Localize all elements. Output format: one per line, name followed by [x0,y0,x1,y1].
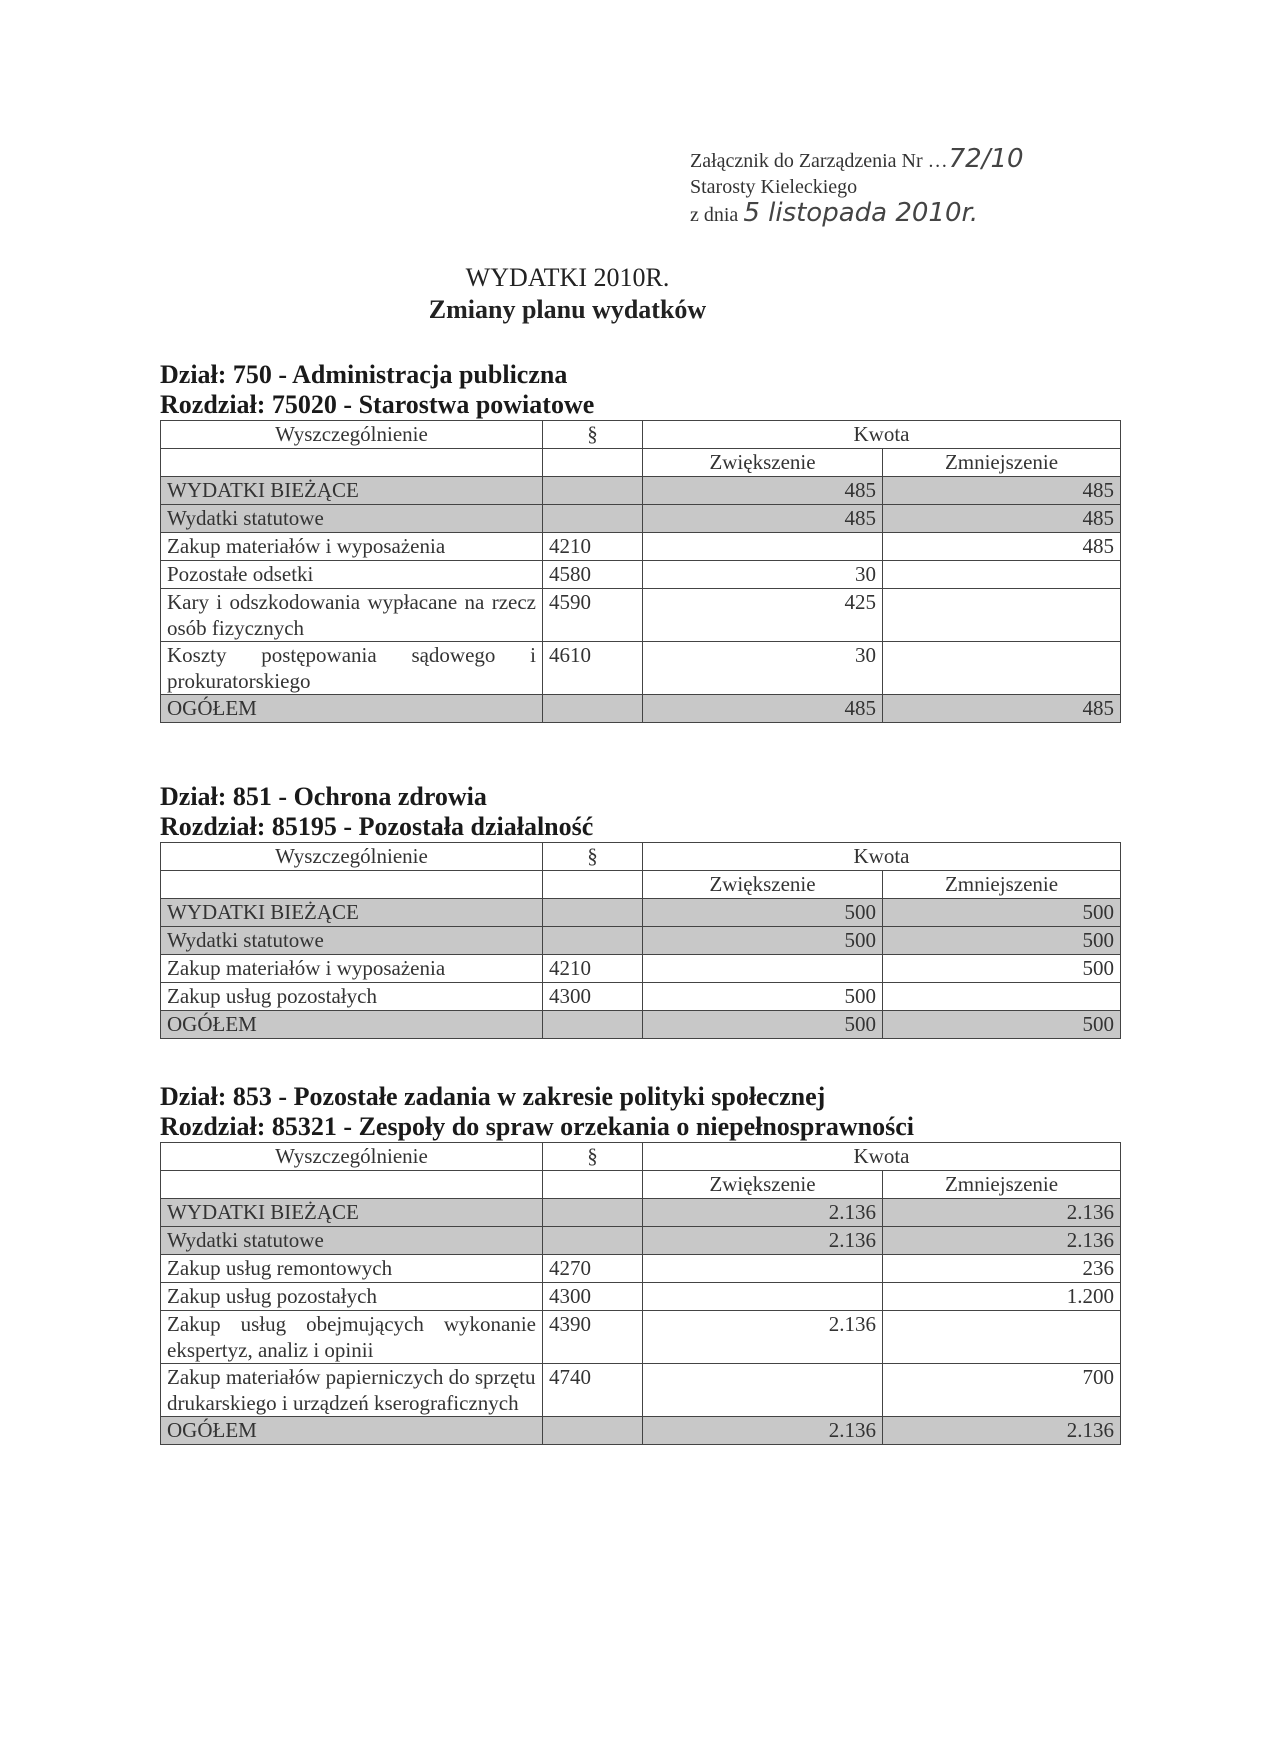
row-decrease: 485 [883,695,1121,723]
row-paragraph: 4300 [543,1283,643,1311]
row-description: Pozostałe odsetki [161,561,543,589]
table-row [161,642,1121,695]
header-amount: Kwota [643,421,1121,449]
row-decrease: 236 [883,1255,1121,1283]
row-increase: 425 [643,589,883,642]
row-increase: 2.136 [643,1227,883,1255]
row-description: WYDATKI BIEŻĄCE [161,899,543,927]
row-decrease: 2.136 [883,1227,1121,1255]
header-description: Wyszczególnienie [161,843,543,871]
row-description: Wydatki statutowe [161,927,543,955]
row-increase: 485 [643,695,883,723]
row-increase: 485 [643,505,883,533]
section-rozdzial-heading: Rozdział: 85195 - Pozostała działalność [160,812,594,841]
row-paragraph [543,477,643,505]
table-row [161,1311,1121,1364]
row-paragraph: 4390 [543,1311,643,1364]
row-increase: 500 [643,983,883,1011]
table-row [161,1283,1121,1311]
table-row [161,1199,1121,1227]
table-header-row [161,843,1121,871]
attachment-label: Załącznik do Zarządzenia Nr [690,150,923,172]
header-amount: Kwota [643,843,1121,871]
row-decrease: 485 [883,533,1121,561]
table-row [161,899,1121,927]
expenses-table [160,842,1121,1039]
row-increase: 500 [643,927,883,955]
row-description: Zakup materiałów papierniczych do sprzętu drukarskiego i urządzeń kserograficznych [161,1364,543,1417]
table-row [161,589,1121,642]
row-paragraph [543,695,643,723]
row-description: OGÓŁEM [161,1417,543,1445]
row-description: Zakup usług obejmujących wykonanie ekspertyz, analiz i opinii [161,1311,543,1364]
row-description: WYDATKI BIEŻĄCE [161,477,543,505]
section-dzial-heading: Dział: 851 - Ochrona zdrowia [160,782,487,811]
section-dzial-heading: Dział: 750 - Administracja publiczna [160,360,568,389]
attachment-note [690,146,1024,228]
row-description: Kary i odszkodowania wypłacane na rzecz osób fizycznych [161,589,543,642]
row-increase: 2.136 [643,1199,883,1227]
table-header-row [161,1143,1121,1171]
row-increase: 30 [643,642,883,695]
table-row [161,1227,1121,1255]
table-row [161,955,1121,983]
row-description: Zakup usług pozostałych [161,983,543,1011]
table-total-row [161,1011,1121,1039]
row-description: OGÓŁEM [161,695,543,723]
table-row [161,983,1121,1011]
table-total-row [161,1417,1121,1445]
row-decrease: 500 [883,1011,1121,1039]
table-row [161,477,1121,505]
row-increase [643,1255,883,1283]
order-number-dots: … [927,150,949,172]
header-increase: Zwiększenie [643,449,883,477]
row-decrease: 2.136 [883,1417,1121,1445]
row-description: Zakup usług pozostałych [161,1283,543,1311]
row-increase: 2.136 [643,1311,883,1364]
row-description: Zakup materiałów i wyposażenia [161,955,543,983]
row-increase: 500 [643,899,883,927]
row-paragraph [543,1199,643,1227]
table-subheader-row [161,871,1121,899]
row-decrease: 500 [883,927,1121,955]
row-increase: 500 [643,1011,883,1039]
row-description: Koszty postępowania sądowego i prokuratorskiego [161,642,543,695]
header-increase: Zwiększenie [643,871,883,899]
row-paragraph [543,899,643,927]
row-paragraph [543,505,643,533]
section-851 [160,782,1120,1039]
row-paragraph: 4610 [543,642,643,695]
row-decrease [883,589,1121,642]
row-paragraph: 4580 [543,561,643,589]
table-row [161,505,1121,533]
row-decrease: 1.200 [883,1283,1121,1311]
row-decrease: 485 [883,505,1121,533]
row-decrease [883,1311,1121,1364]
row-increase: 30 [643,561,883,589]
section-750 [160,360,1120,723]
header-paragraph: § [543,421,643,449]
header-description: Wyszczególnienie [161,421,543,449]
section-dzial-heading: Dział: 853 - Pozostałe zadania w zakresie polityki społecznej [160,1082,826,1111]
row-paragraph [543,1011,643,1039]
section-rozdzial-heading: Rozdział: 85321 - Zespoły do spraw orzekania o niepełnosprawności [160,1112,915,1141]
table-subheader-row [161,1171,1121,1199]
header-increase: Zwiększenie [643,1171,883,1199]
row-decrease: 485 [883,477,1121,505]
row-decrease [883,642,1121,695]
row-paragraph: 4270 [543,1255,643,1283]
row-paragraph [543,1417,643,1445]
row-description: Zakup usług remontowych [161,1255,543,1283]
table-subheader-row [161,449,1121,477]
header-decrease: Zmniejszenie [883,449,1121,477]
row-paragraph [543,927,643,955]
table-row [161,1364,1121,1417]
header-paragraph: § [543,1143,643,1171]
row-description: Zakup materiałów i wyposażenia [161,533,543,561]
row-paragraph [543,1227,643,1255]
expenses-table [160,1142,1121,1445]
document-subtitle: Zmiany planu wydatków [428,295,707,324]
row-increase [643,955,883,983]
section-853 [160,1082,1120,1445]
row-paragraph: 4590 [543,589,643,642]
row-description: OGÓŁEM [161,1011,543,1039]
row-paragraph: 4210 [543,955,643,983]
date-label: z dnia [690,204,739,226]
row-paragraph: 4210 [543,533,643,561]
expenses-table [160,420,1121,723]
table-total-row [161,695,1121,723]
section-rozdzial-heading: Rozdział: 75020 - Starostwa powiatowe [160,390,595,419]
row-increase: 2.136 [643,1417,883,1445]
row-paragraph: 4740 [543,1364,643,1417]
row-decrease: 500 [883,955,1121,983]
row-description: WYDATKI BIEŻĄCE [161,1199,543,1227]
table-row [161,561,1121,589]
header-description: Wyszczególnienie [161,1143,543,1171]
row-paragraph: 4300 [543,983,643,1011]
header-amount: Kwota [643,1143,1121,1171]
row-decrease: 700 [883,1364,1121,1417]
header-paragraph: § [543,843,643,871]
table-row [161,927,1121,955]
table-row [161,533,1121,561]
row-increase [643,1283,883,1311]
table-header-row [161,421,1121,449]
row-increase [643,1364,883,1417]
row-decrease: 2.136 [883,1199,1121,1227]
row-increase: 485 [643,477,883,505]
row-decrease [883,561,1121,589]
row-description: Wydatki statutowe [161,505,543,533]
date-handwritten: 5 listopada 2010r. [743,198,979,228]
row-increase [643,533,883,561]
header-decrease: Zmniejszenie [883,1171,1121,1199]
row-description: Wydatki statutowe [161,1227,543,1255]
header-decrease: Zmniejszenie [883,871,1121,899]
issuer-label: Starosty Kieleckiego [690,176,858,198]
row-decrease [883,983,1121,1011]
document-title: WYDATKI 2010R. [465,263,670,292]
order-number-handwritten: 72/10 [948,144,1024,174]
table-row [161,1255,1121,1283]
row-decrease: 500 [883,899,1121,927]
